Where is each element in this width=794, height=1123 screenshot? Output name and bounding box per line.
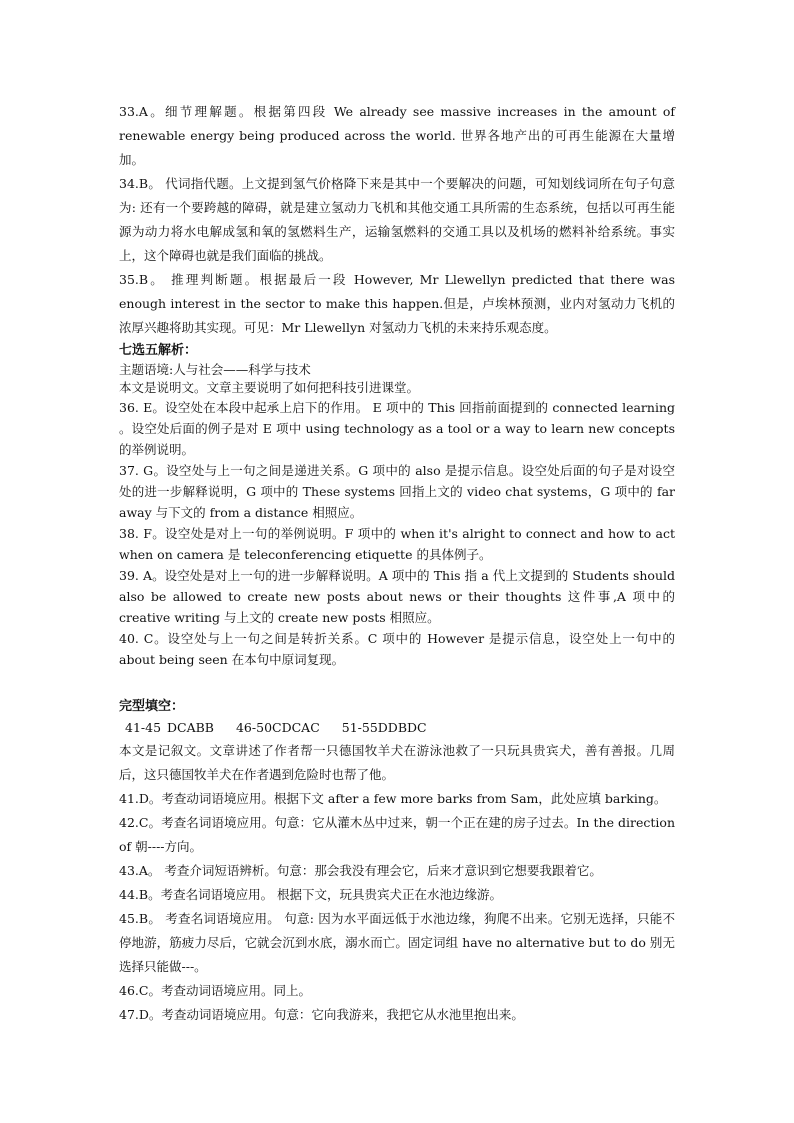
seven-five-q38: 38. F。设空处是对上一句的举例说明。F 项中的 when it's alright to connect and how to act when on camera 是 teleconferencing etiquette 的具体例子。 (119, 526, 675, 562)
cloze-q42: 42.C。考查名词语境应用。句意：它从灌木丛中过来，朝一个正在建的房子过去。In the direction of 朝----方向。 (119, 815, 675, 854)
seven-five-heading: 七选五解析： (119, 343, 198, 358)
seven-five-q40: 40. C。设空处与上一句之间是转折关系。C 项中的 However 是提示信息，设空处上一句中的 about being seen 在本句中原词复现。 (119, 631, 675, 667)
reading-q33: 33.A。细节理解题。根据第四段 We already see massive increases in the amount of renewable energy being produced across the world. 世界各地产出的可再生能源在大量增加。 (119, 104, 675, 167)
answer-group: 46-50CDCAC (235, 720, 320, 735)
seven-five-q37: 37. G。设空处与上一句之间是递进关系。G 项中的 also 是提示信息。设空处后面的句子是对设空处的进一步解释说明，G 项中的 These systems 回指上文的 video chat systems，G 项中的 far away 与下文的 from a distance 相照应。 (119, 463, 675, 520)
seven-five-q36: 36. E。设空处在本段中起承上启下的作用。 E 项中的 This 回指前面提到的 connected learning 。设空处后面的例子是对 E 项中 using technology as a tool or a way to learn new concepts的举例说明。 (119, 400, 675, 457)
cloze-q47: 47.D。考查动词语境应用。句意：它向我游来，我把它从水池里抱出来。 (119, 1007, 524, 1022)
seven-five-theme: 主题语境:人与社会——科学与技术 (119, 362, 311, 377)
cloze-q45: 45.B。 考查名词语境应用。 句意: 因为水平面远低于水池边缘，狗爬不出来。它别无选择，只能不停地游，筋疲力尽后，它就会沉到水底，溺水而亡。固定词组 have no alternative but to do 别无选择只能做---。 (119, 911, 675, 974)
section-gap (119, 670, 675, 696)
answer-group: 41-45 DCABB (125, 720, 214, 735)
cloze-answer-key (119, 717, 675, 739)
seven-five-intro: 本文是说明文。文章主要说明了如何把科技引进课堂。 (119, 380, 420, 395)
cloze-q43: 43.A。 考查介词短语辨析。句意：那会我没有理会它，后来才意识到它想要我跟着它。 (119, 863, 602, 878)
seven-five-q39: 39. A。设空处是对上一句的进一步解释说明。A 项中的 This 指 a 代上文提到的 Students should also be allowed to create new posts about news or their thoughts 这件事,A 项中的 creative writing 与上文的 create new posts 相照应。 (119, 568, 675, 625)
answer-explanation-page (119, 100, 675, 1027)
cloze-intro: 本文是记叙文。文章讲述了作者帮一只德国牧羊犬在游泳池救了一只玩具贵宾犬，善有善报。几周后，这只德国牧羊犬在作者遇到危险时也帮了他。 (119, 743, 675, 782)
reading-q35: 35.B。 推理判断题。根据最后一段 However, Mr Llewellyn predicted that there was enough interest in the sector to make this happen.但是，卢埃林预测，业内对氢动力飞机的浓厚兴趣将助其实现。可见：Mr Llewellyn 对氢动力飞机的未来持乐观态度。 (119, 272, 675, 335)
cloze-heading: 完型填空： (119, 699, 185, 714)
cloze-q44: 44.B。考查名词语境应用。 根据下文，玩具贵宾犬正在水池边缘游。 (119, 887, 503, 902)
reading-q34: 34.B。 代词指代题。上文提到氢气价格降下来是其中一个要解决的问题，可知划线词所在句子句意为: 还有一个要跨越的障碍，就是建立氢动力飞机和其他交通工具所需的生态系统，包括以可再生能源为动力将水电解成氢和氧的氢燃料生产，运输氢燃料的交通工具以及机场的燃料补给系统。事实上，这个障碍也就是我们面临的挑战。 (119, 176, 675, 263)
answer-group: 51-55DDBDC (341, 720, 427, 735)
cloze-q41: 41.D。考查动词语境应用。根据下文 after a few more barks from Sam，此处应填 barking。 (119, 791, 667, 806)
cloze-q46: 46.C。考查动词语境应用。同上。 (119, 983, 311, 998)
